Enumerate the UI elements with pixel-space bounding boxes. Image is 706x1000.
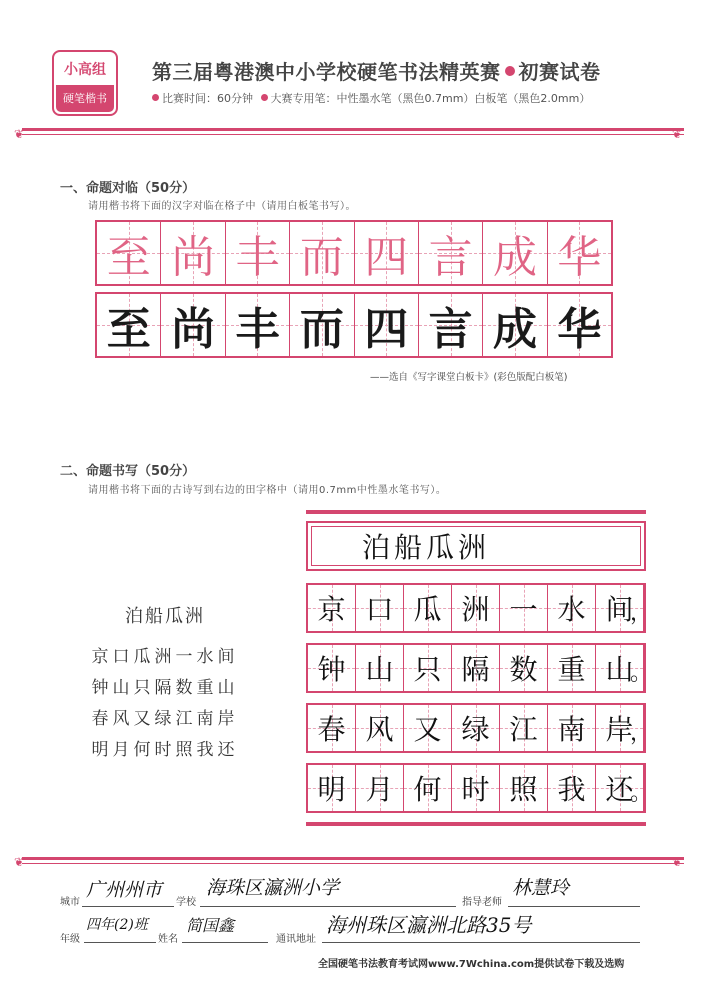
written-poem-row[interactable]: 京 口 瓜 洲 一 水 间 ， [306,583,646,633]
header-divider-thin [22,134,684,135]
header-divider [22,128,684,131]
written-poem-row[interactable]: 钟 山 只 隔 数 重 山 。 [306,643,646,693]
footer-text: 全国硬笔书法教育考试网www.7Wchina.com提供试卷下载及选购 [318,959,625,970]
name-label: 姓名 [158,934,178,945]
teacher-label: 指导老师 [462,897,502,908]
group-seal [52,50,118,116]
model-char-cell: 而 [290,222,354,284]
ornament-icon: ❦ [672,127,683,141]
model-char-cell: 尚 [161,222,225,284]
model-char-cell: 成 [483,222,547,284]
punctuation: ， [629,601,652,626]
exam-stage: 初赛试卷 [518,60,601,84]
source-note: ——选自《写字课堂白板卡》(彩色版配白板笔) [370,372,568,383]
grid-bottom-bar [306,822,646,826]
written-title-box[interactable] [306,521,646,571]
city-label: 城市 [60,897,80,908]
written-char-cell[interactable]: 成 [483,294,547,356]
ornament-icon: ❦ [14,855,25,869]
city-field[interactable]: 广州州市 [86,879,163,901]
exam-title [152,56,601,85]
exam-rules [152,90,590,106]
bullet-icon [152,94,159,101]
written-poem-row[interactable]: 明 月 何 时 照 我 还 。 [306,763,646,813]
school-field[interactable]: 海珠区瀛洲小学 [206,877,340,899]
model-char-cell: 四 [355,222,419,284]
title-dot-icon [505,66,515,76]
written-char-cell[interactable]: 丰 [226,294,290,356]
poem-line: 明月何时照我还 [91,740,239,760]
form-divider [22,857,684,860]
group-label: 小高组 [56,54,114,86]
section1-instruction: 请用楷书将下面的汉字对临在格子中（请用白板笔书写）。 [88,201,356,212]
bullet-icon [261,94,268,101]
model-char-row [95,220,613,286]
name-field[interactable]: 简国鑫 [186,916,235,935]
poem-title: 泊船瓜洲 [125,606,205,627]
model-char-cell: 至 [97,222,161,284]
school-label: 学校 [176,897,196,908]
grade-label: 年级 [60,934,80,945]
grade-field[interactable]: 四年(2)班 [86,917,148,933]
group-style: 硬笔楷书 [56,86,114,112]
rules-time: 比赛时间：60分钟 [162,92,253,105]
ornament-icon: ❦ [14,127,25,141]
poem-line: 春风又绿江南岸 [91,709,239,729]
written-char-cell[interactable]: 至 [97,294,161,356]
written-char-cell[interactable]: 尚 [161,294,225,356]
address-label: 通讯地址 [276,934,316,945]
written-char-cell[interactable]: 华 [548,294,611,356]
written-char-cell[interactable]: 四 [355,294,419,356]
model-char-cell: 丰 [226,222,290,284]
written-poem-row[interactable]: 春 风 又 绿 江 南 岸 ， [306,703,646,753]
written-char-cell[interactable]: 言 [419,294,483,356]
poem-line: 钟山只隔数重山 [91,678,239,698]
section2-instruction: 请用楷书将下面的古诗写到右边的田字格中（请用0.7mm中性墨水笔书写）。 [88,485,447,496]
written-title: 泊船瓜洲 [362,531,491,564]
poem-original [70,602,260,766]
written-char-cell[interactable]: 而 [290,294,354,356]
teacher-field[interactable]: 林慧玲 [512,877,570,899]
written-char-row[interactable] [95,292,613,358]
exam-title-text: 第三届粤港澳中小学校硬笔书法精英赛 [152,60,501,84]
model-char-cell: 言 [419,222,483,284]
ornament-icon: ❦ [672,855,683,869]
punctuation: ， [629,721,652,746]
punctuation: 。 [629,781,652,806]
form-divider-thin [22,863,684,864]
address-field[interactable]: 海州珠区瀛洲北路35号 [326,913,532,937]
model-char-cell: 华 [548,222,611,284]
section2-heading: 二、命题书写（50分） [60,464,196,479]
section1-heading: 一、命题对临（50分） [60,181,196,196]
grid-top-bar [306,510,646,514]
poem-line: 京口瓜洲一水间 [91,647,239,667]
punctuation: 。 [629,661,652,686]
rules-pens: 大赛专用笔：中性墨水笔（黑色0.7mm）白板笔（黑色2.0mm） [270,92,591,105]
